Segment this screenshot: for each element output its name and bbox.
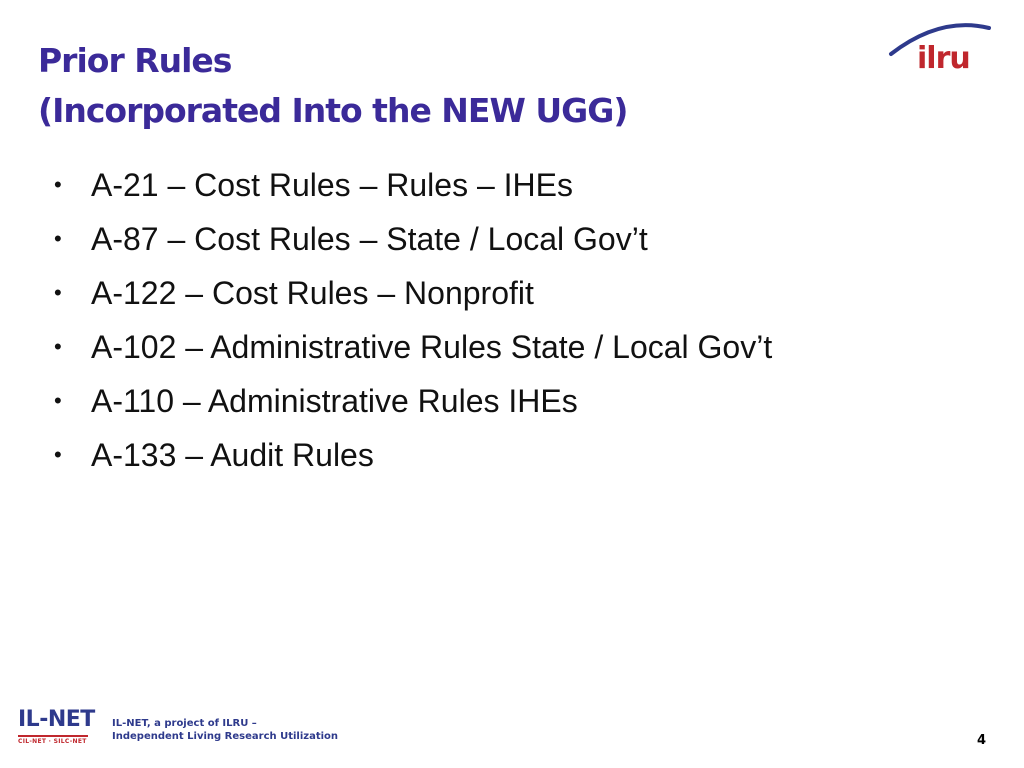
ilru-logo — [885, 14, 995, 78]
bullet-icon: • — [54, 442, 62, 467]
footer-line1: IL-NET, a project of ILRU – — [112, 718, 257, 729]
footer-credit — [112, 717, 338, 743]
bullet-item — [54, 158, 772, 212]
bullet-text: A-102 – Administrative Rules State / Local Gov’t — [91, 329, 773, 365]
ilru-logo-text: ilru — [917, 41, 970, 76]
rules-bullet-list — [54, 158, 772, 482]
il-net-logo — [18, 708, 95, 745]
bullet-text: A-110 – Administrative Rules IHEs — [91, 383, 578, 419]
bullet-item — [54, 266, 772, 320]
bullet-text: A-21 – Cost Rules – Rules – IHEs — [91, 167, 573, 203]
bullet-icon: • — [54, 334, 62, 359]
bullet-text: A-133 – Audit Rules — [91, 437, 374, 473]
il-net-logo-rule — [18, 735, 88, 737]
il-net-logo-text: IL-NET — [18, 707, 95, 732]
slide-title — [38, 36, 627, 136]
bullet-icon: • — [54, 280, 62, 305]
bullet-item — [54, 374, 772, 428]
slide-title-line1: Prior Rules — [38, 41, 232, 80]
bullet-icon: • — [54, 388, 62, 413]
slide-title-line2: (Incorporated Into the NEW UGG) — [38, 91, 628, 130]
bullet-icon: • — [54, 172, 62, 197]
bullet-text: A-87 – Cost Rules – State / Local Gov’t — [91, 221, 648, 257]
page-number: 4 — [977, 733, 987, 748]
bullet-icon: • — [54, 226, 62, 251]
footer-line2: Independent Living Research Utilization — [112, 731, 339, 742]
bullet-item — [54, 428, 772, 482]
bullet-item — [54, 320, 772, 374]
il-net-logo-subtext: CIL-NET · SILC-NET — [18, 738, 87, 745]
bullet-text: A-122 – Cost Rules – Nonprofit — [91, 275, 534, 311]
bullet-item — [54, 212, 772, 266]
